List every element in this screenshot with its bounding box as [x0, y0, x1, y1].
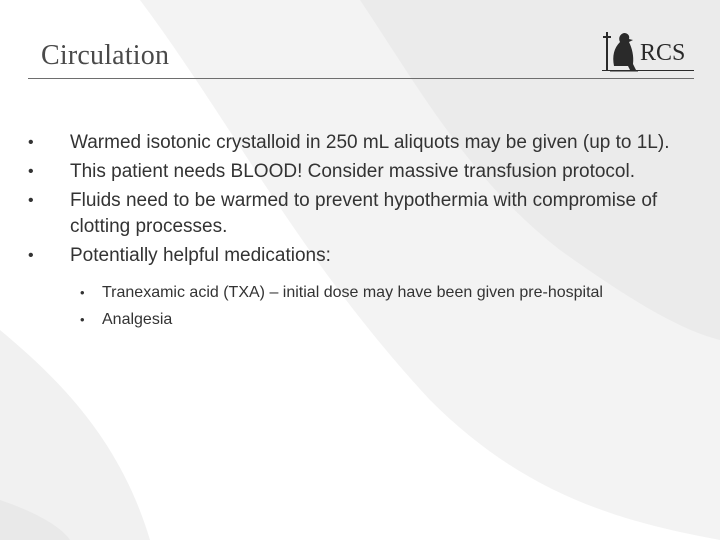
- sub-bullet-list: [70, 279, 688, 333]
- bullet-text: Potentially helpful medications:: [70, 245, 331, 266]
- bullet-item: [28, 130, 688, 156]
- bullet-glyph: •: [28, 163, 34, 180]
- bullet-text: Warmed isotonic crystalloid in 250 mL aliquots may be given (up to 1L).: [70, 132, 670, 153]
- bird-crest-icon: [600, 26, 640, 72]
- bullet-text: Fluids need to be warmed to prevent hypothermia with compromise of clotting processes.: [70, 190, 658, 237]
- logo-underline: [602, 70, 694, 71]
- sub-bullet-text: Tranexamic acid (TXA) – initial dose may have been given pre-hospital: [102, 284, 603, 301]
- bullet-glyph: •: [28, 192, 34, 209]
- title-divider: [28, 78, 694, 79]
- sub-bullet-glyph: •: [80, 285, 85, 300]
- bullet-glyph: •: [28, 247, 34, 264]
- rcs-logo: [600, 26, 696, 74]
- bullet-text: This patient needs BLOOD! Consider massive transfusion protocol.: [70, 161, 635, 182]
- sub-bullet-item: [70, 279, 688, 306]
- logo-text: RCS: [640, 40, 686, 66]
- sub-bullet-item: [70, 306, 688, 333]
- slide-title: Circulation: [41, 40, 170, 71]
- bullet-item: [28, 243, 688, 333]
- bullet-item: [28, 188, 688, 240]
- sub-bullet-text: Analgesia: [102, 311, 173, 328]
- sub-bullet-glyph: •: [80, 312, 85, 327]
- bullet-list: [28, 130, 688, 336]
- bullet-glyph: •: [28, 134, 34, 151]
- bullet-item: [28, 159, 688, 185]
